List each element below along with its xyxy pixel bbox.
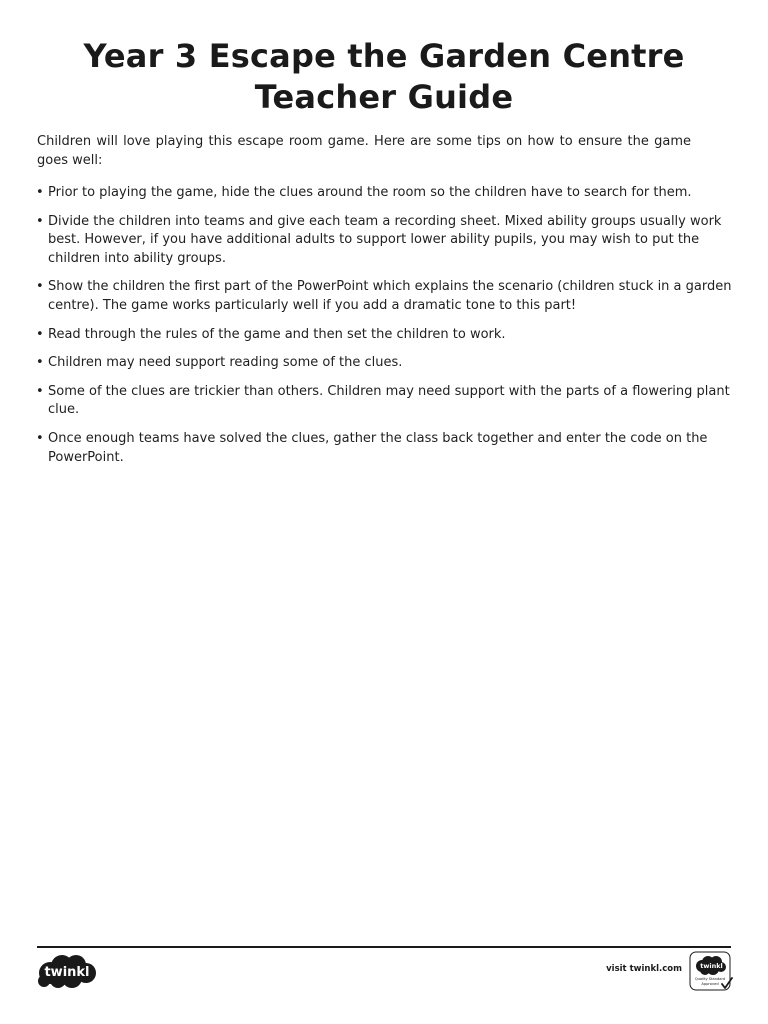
- tip-item: • Some of the clues are trickier than others. Children may need support with the parts of a flowering plant clue.: [37, 383, 732, 420]
- page-title: [60, 36, 708, 118]
- tip-item: • Prior to playing the game, hide the clues around the room so the children have to search for them.: [37, 184, 732, 203]
- footer-divider: [37, 946, 731, 948]
- page-title-line-2: Teacher Guide: [254, 78, 514, 116]
- tip-item: • Show the children the first part of the PowerPoint which explains the scenario (children stuck in a garden centre). The game works particularly well if you add a dramatic tone to this part!: [37, 278, 732, 315]
- badge-caption-line-2: Approved: [701, 982, 719, 986]
- twinkl-logo: [36, 953, 98, 989]
- visit-website-text: visit twinkl.com: [606, 964, 682, 974]
- badge-caption-line-1: Quality Standard: [694, 977, 726, 981]
- badge-logo-text: twinkl: [700, 962, 723, 970]
- twinkl-logo-text: twinkl: [44, 965, 90, 980]
- tip-item: • Divide the children into teams and give each team a recording sheet. Mixed ability groups usually work best. However, if you have additional adults to support lower ability pupils, you may wish to put the children into ability groups.: [37, 213, 732, 269]
- quality-standard-badge: [689, 951, 733, 993]
- tip-item: • Once enough teams have solved the clues, gather the class back together and enter the code on the PowerPoint.: [37, 430, 732, 467]
- page-title-line-1: Year 3 Escape the Garden Centre: [83, 37, 685, 75]
- tips-list: [37, 184, 732, 477]
- tip-item: • Read through the rules of the game and then set the children to work.: [37, 326, 732, 345]
- tip-item: • Children may need support reading some of the clues.: [37, 354, 732, 373]
- intro-paragraph: Children will love playing this escape room game. Here are some tips on how to ensure the game goes well:: [37, 134, 691, 168]
